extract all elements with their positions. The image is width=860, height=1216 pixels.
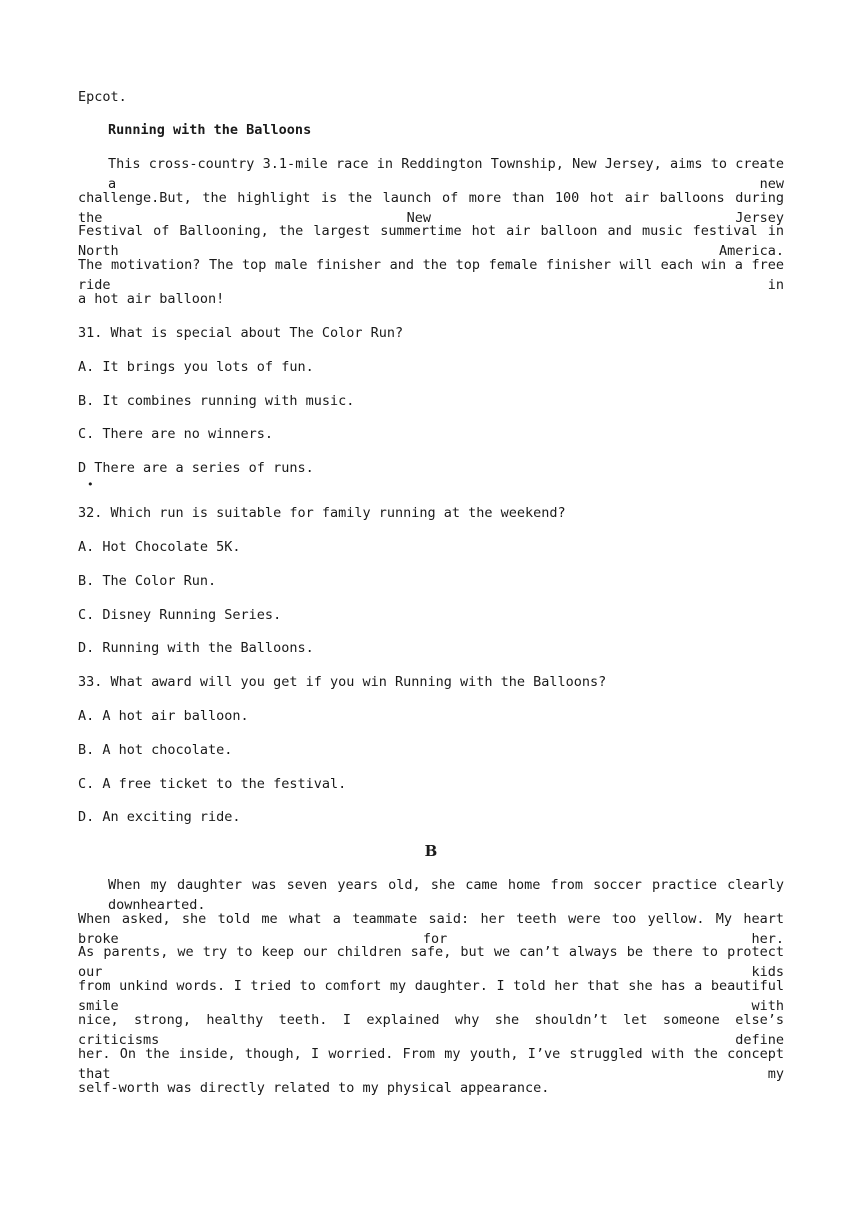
paragraph-line: As parents, we try to keep our children safe, but we can’t always be there to protect our kids [78,944,784,980]
answer-option: D. An exciting ride. [78,809,241,825]
answer-option: B. It combines running with music. [78,393,355,409]
answer-option: B. The Color Run. [78,573,217,589]
prev-passage-end: Epcot. [78,89,127,105]
paragraph-line: from unkind words. I tried to comfort my daughter. I told her that she has a beautiful smile with [78,978,784,1014]
answer-option: D There are a series of runs. [78,460,314,476]
passage-heading: B [424,842,438,860]
paragraph-line: self-worth was directly related to my physical appearance. [78,1080,550,1096]
question-stem: 31. What is special about The Color Run? [78,325,404,341]
answer-option: B. A hot chocolate. [78,742,233,758]
section-heading: Running with the Balloons [108,122,312,138]
answer-option: A. A hot air balloon. [78,708,249,724]
paragraph-line: When asked, she told me what a teammate said: her teeth were too yellow. My heart broke for her. [78,911,784,947]
answer-option: C. A free ticket to the festival. [78,776,347,792]
answer-option: A. Hot Chocolate 5K. [78,539,241,555]
paragraph-line: This cross-country 3.1-mile race in Reddington Township, New Jersey, aims to create a new [108,156,784,192]
answer-option: A. It brings you lots of fun. [78,359,314,375]
stray-dot-mark: • [87,478,94,491]
question-stem: 32. Which run is suitable for family running at the weekend? [78,505,566,521]
paragraph-line: her. On the inside, though, I worried. From my youth, I’ve struggled with the concept that my [78,1046,784,1082]
paragraph-line: a hot air balloon! [78,291,225,307]
paragraph-line: nice, strong, healthy teeth. I explained why she shouldn’t let someone else’s criticisms define [78,1012,784,1048]
answer-option: D. Running with the Balloons. [78,640,314,656]
paragraph-line: The motivation? The top male finisher and the top female finisher will each win a free ride in [78,257,784,293]
question-stem: 33. What award will you get if you win Running with the Balloons? [78,674,607,690]
paragraph-line: challenge.But, the highlight is the launch of more than 100 hot air balloons during the New Jersey [78,190,784,226]
answer-option: C. Disney Running Series. [78,607,282,623]
answer-option: C. There are no winners. [78,426,274,442]
paragraph-line: When my daughter was seven years old, she came home from soccer practice clearly downhearted. [108,877,784,913]
paragraph-line: Festival of Ballooning, the largest summertime hot air balloon and music festival in North America. [78,223,784,259]
